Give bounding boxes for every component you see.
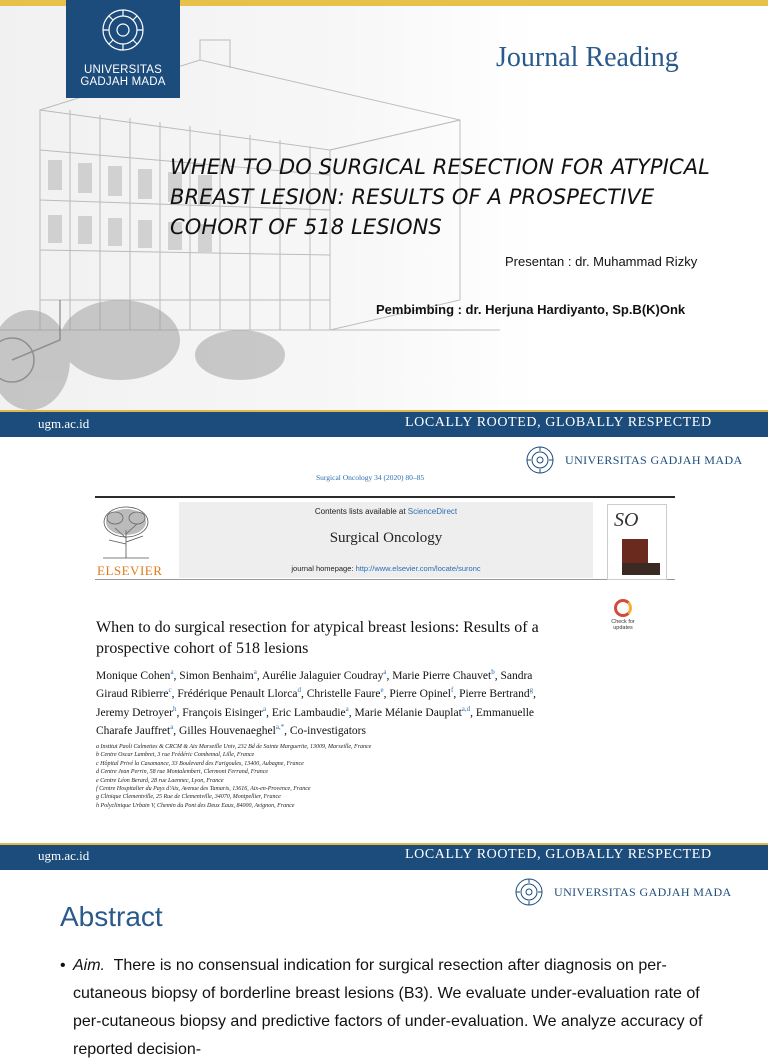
author-name: Emmanuelle Charafe Jauffret xyxy=(96,706,535,738)
footer-gold-line xyxy=(0,410,768,412)
affiliation-line: a Institut Paoli Calmettes & CRCM & Aix Marseille Univ, 232 Bd de Sainte Marguerite, 13009, Marseille, France xyxy=(96,744,372,750)
slide-heading: Journal Reading xyxy=(496,42,679,73)
aim-label: Aim. xyxy=(73,957,105,974)
journal-header xyxy=(95,496,675,580)
author-affiliation-mark[interactable]: a xyxy=(170,668,174,676)
author-name: Sandra Giraud Ribierre xyxy=(96,669,533,701)
affiliation-line: c Hôpital Privé la Casamance, 33 Boulevard des Farigoules, 13400, Aubagne, France xyxy=(96,760,304,767)
author-affiliation-mark[interactable]: f xyxy=(450,686,454,695)
author-affiliation-mark[interactable]: h xyxy=(172,704,177,713)
author-name: Marie Mélanie Dauplat xyxy=(354,706,462,719)
author-affiliation-mark[interactable]: c xyxy=(168,686,172,695)
author-name: Gilles Houvenaeghel xyxy=(179,725,276,738)
author-name: Christelle Faure xyxy=(306,688,381,701)
cover-logo-icon: S​O xyxy=(614,509,639,531)
logo-text-line1: UNIVERSITAS xyxy=(83,64,163,76)
abstract-heading: Abstract xyxy=(60,901,163,932)
author-affiliation-mark[interactable]: a xyxy=(383,668,387,676)
citation: Surgical Oncology 34 (2020) 80–85 xyxy=(316,473,425,482)
author-list: Monique Cohen$^a$, Simon Benhaim$^a$, Aurélie Jalaguier Coudray$^a$, Marie Pierre Chauvet$^b$, Sandra Giraud Ribierre$^c$, Frédérique Penault Llorca$^d$, Christelle Faure$^e$, Pierre Opinel$^f$, Pierre Bertrand$^g$, Jeremy Detroyer$^h$, François Eisinger$^a$, Eric Lambaudie$^a$, Marie Mélanie Dauplat$^{a,d}$, Emmanuelle Charafe Jauffret$^a$, Gilles Houvenaeghel$^{a,*}$, Co-investigators xyxy=(96,668,537,738)
paper-title: WHEN TO DO SURGICAL RESECTION FOR ATYPICAL BREAST LESION: RESULTS OF A PROSPECTIVE COHORT OF 518 LESIONS xyxy=(170,155,710,239)
author-affiliation-mark[interactable]: a,d xyxy=(461,704,471,713)
author-name: François Eisinger xyxy=(182,706,264,719)
cover-image xyxy=(622,539,648,565)
footer-motto: LOCALLY ROOTED, GLOBALLY RESPECTED xyxy=(405,847,712,862)
homepage-link[interactable]: http://www.elsevier.com/locate/suronc xyxy=(355,564,481,573)
publisher-name: ELSEVIER xyxy=(97,563,163,578)
cover-image-strip xyxy=(622,563,660,575)
author-affiliation-mark[interactable]: b xyxy=(491,668,495,676)
footer-motto: LOCALLY ROOTED, GLOBALLY RESPECTED xyxy=(405,415,712,430)
bullet-marker: • xyxy=(60,957,66,974)
author-name: Co-investigators xyxy=(289,725,366,738)
logo-text-line2: GADJAH MADA xyxy=(80,76,166,88)
elsevier-tree-icon xyxy=(97,504,155,558)
article-title: When to do surgical resection for atypical breast lesions: Results of a prospective cohort of 518 lesions xyxy=(96,619,539,657)
journal-info-box xyxy=(179,502,593,578)
author-name: Eric Lambaudie xyxy=(271,706,346,719)
sciencedirect-link[interactable]: ScienceDirect xyxy=(407,507,458,516)
author-name: Frédérique Penault Llorca xyxy=(177,688,298,701)
author-affiliation-mark[interactable]: a xyxy=(253,668,257,676)
author-affiliation-mark[interactable]: a xyxy=(345,704,349,713)
author-affiliation-mark[interactable]: a xyxy=(263,704,267,713)
affiliation-line: d Centre Jean Perrin, 58 rue Montalembert, Clermont Ferrand, France xyxy=(96,769,269,776)
ugm-header-logo xyxy=(514,877,732,907)
homepage-line xyxy=(179,564,593,573)
top-accent-bar xyxy=(0,868,768,870)
abstract-bullet xyxy=(60,952,720,1064)
affiliation-line: e Centre Léon Berard, 28 rue Laennec, Lyon, France xyxy=(96,777,224,784)
homepage-prefix: journal homepage: xyxy=(291,564,356,573)
affiliation-line: h Polyclinique Urbain V, Chemin du Pont des Deux Eaux, 84000, Avignon, France xyxy=(96,802,295,809)
footer-url: ugm.ac.id xyxy=(38,416,90,431)
journal-cover-thumbnail xyxy=(607,504,667,580)
slide-title xyxy=(0,0,768,437)
author-name: Simon Benhaim xyxy=(179,669,254,682)
author-name: Pierre Bertrand xyxy=(459,688,530,701)
ugm-header-label: UNIVERSITAS GADJAH MADA xyxy=(554,884,732,899)
affiliation-line: g Clinique Clementville, 25 Rue de Clementville, 34070, Montpellier, France xyxy=(96,794,281,801)
journal-name: Surgical Oncology xyxy=(329,530,443,546)
affiliation-line: f Centre Hospitalier du Pays d'Aix, Avenue des Tamaris, 13616, Aix-en-Provence, France xyxy=(96,786,311,793)
footer-gold-line xyxy=(0,843,768,845)
ugm-header-label: UNIVERSITAS GADJAH MADA xyxy=(565,452,743,467)
author-affiliation-mark[interactable]: g xyxy=(529,686,534,695)
check-updates-icon xyxy=(614,599,632,617)
check-for-updates-badge[interactable] xyxy=(606,599,640,633)
author-affiliation-mark[interactable]: a,* xyxy=(275,723,285,732)
affiliation-list xyxy=(96,743,566,810)
affiliation-line: b Centre Oscar Lambret, 3 rue Frédéric Combemal, Lille, France xyxy=(96,752,255,759)
footer-bar xyxy=(0,843,768,868)
ugm-header-logo xyxy=(525,445,743,475)
author-affiliation-mark[interactable]: a xyxy=(170,723,174,732)
contents-prefix: Contents lists available at xyxy=(314,507,408,516)
footer-bar xyxy=(0,410,768,437)
supervisor-line: Pembimbing : dr. Herjuna Hardiyanto, Sp.B(K)Onk xyxy=(376,302,686,317)
author-affiliation-mark[interactable]: e xyxy=(380,686,384,695)
check-updates-label: Check for updates xyxy=(611,619,635,631)
slide-abstract xyxy=(0,868,768,1058)
contents-line xyxy=(179,507,593,516)
author-name: Jeremy Detroyer xyxy=(96,706,173,719)
author-affiliation-mark[interactable]: d xyxy=(297,686,301,695)
author-name: Marie Pierre Chauvet xyxy=(392,669,492,682)
author-name: Aurélie Jalaguier Coudray xyxy=(261,669,384,682)
slide-article xyxy=(0,437,768,868)
author-name: Monique Cohen xyxy=(96,669,171,682)
footer-url: ugm.ac.id xyxy=(38,848,90,863)
author-name: Pierre Opinel xyxy=(389,688,451,701)
ugm-logo xyxy=(66,0,180,98)
ugm-emblem-icon xyxy=(514,877,544,907)
abstract-text: There is no consensual indication for surgical resection after diagnosis on per-cutaneous biopsy of borderline breast lesions (B3). We evaluate under-evaluation rate of per-cutaneous biopsy and predictive factors of under-evaluation. We analyze accuracy of reported decision- xyxy=(73,957,703,1058)
ugm-emblem-icon xyxy=(101,8,145,52)
ugm-emblem-icon xyxy=(525,445,555,475)
presenter-line: Presentan : dr. Muhammad Rizky xyxy=(505,254,698,269)
